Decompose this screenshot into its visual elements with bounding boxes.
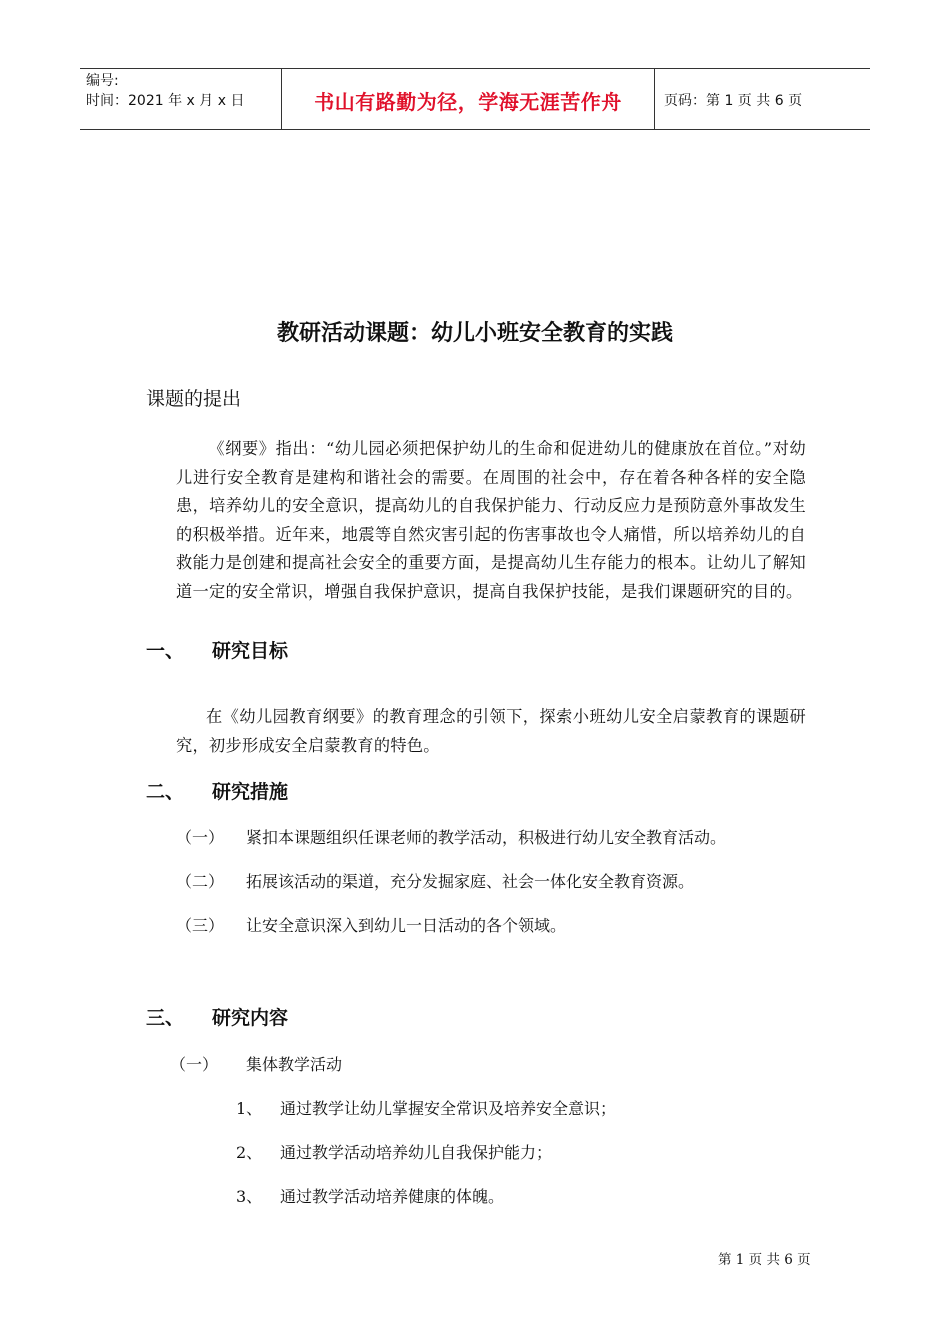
sub-section-heading [170, 1052, 342, 1075]
item-label: 1、 [236, 1099, 263, 1118]
item-label: 3、 [236, 1187, 263, 1206]
page-header [80, 68, 870, 130]
subtitle: 课题的提出 [146, 388, 242, 410]
section-number: 二、 [146, 781, 185, 803]
document-title: 教研活动课题：幼儿小班安全教育的实践 [276, 321, 673, 346]
item-text: 紧扣本课题组织任课老师的教学活动，积极进行幼儿安全教育活动。 [246, 828, 727, 847]
list-item [176, 913, 566, 936]
list-item [176, 869, 694, 892]
item-label: 2、 [236, 1143, 263, 1162]
item-text: 集体教学活动 [246, 1055, 343, 1074]
page-footer: 第 1 页 共 6 页 [718, 1252, 811, 1268]
section-title: 研究目标 [212, 640, 289, 662]
list-item [236, 1184, 504, 1207]
time-label: 时间：2021 年 x 月 x 日 [86, 93, 245, 109]
item-text: 拓展该活动的渠道，充分发掘家庭、社会一体化安全教育资源。 [246, 872, 695, 891]
section-title: 研究内容 [212, 1007, 289, 1029]
section-3-heading [146, 1003, 288, 1030]
item-label: （三） [176, 916, 225, 935]
header-motto: 书山有路勤为径，学海无涯苦作舟 [314, 90, 622, 114]
section-1-heading [146, 636, 288, 663]
item-text: 让安全意识深入到幼儿一日活动的各个领域。 [246, 916, 567, 935]
item-label: （一） [176, 828, 225, 847]
header-divider [654, 69, 655, 129]
list-item [176, 825, 726, 848]
item-text: 通过教学让幼儿掌握安全常识及培养安全意识； [280, 1099, 617, 1118]
list-item [236, 1140, 552, 1163]
header-page-info: 页码：第 1 页 共 6 页 [664, 93, 803, 109]
intro-paragraph: 《纲要》指出：“幼儿园必须把保护幼儿的生命和促进幼儿的健康放在首位。”对幼儿进行安全教育是建构和谐社会的需要。在周围的社会中，存在着各种各样的安全隐患，培养幼儿的安全意识，提高幼儿的自我保护能力、行动反应力是预防意外事故发生的积极举措。近年来，地震等自然灾害引起的伤害事故也令人痛惜，所以培养幼儿的自救能力是创建和提高社会安全的重要方面，是提高幼儿生存能力的根本。让幼儿了解知道一定的安全常识，增强自我保护意识，提高自我保护技能，是我们课题研究的目的。 [176, 439, 806, 601]
section-1-paragraph: 在《幼儿园教育纲要》的教育理念的引领下，探索小班幼儿安全启蒙教育的课题研究，初步形成安全启蒙教育的特色。 [176, 707, 806, 755]
section-number: 一、 [146, 640, 185, 662]
section-number: 三、 [146, 1007, 185, 1029]
section-title: 研究措施 [212, 781, 289, 803]
header-meta [86, 71, 244, 111]
section-2-heading [146, 777, 288, 804]
item-label: （二） [176, 872, 225, 891]
number-label: 编号: [86, 73, 119, 89]
item-text: 通过教学活动培养幼儿自我保护能力； [280, 1143, 553, 1162]
item-label: （一） [170, 1055, 219, 1074]
list-item [236, 1096, 616, 1119]
item-text: 通过教学活动培养健康的体魄。 [280, 1187, 505, 1206]
